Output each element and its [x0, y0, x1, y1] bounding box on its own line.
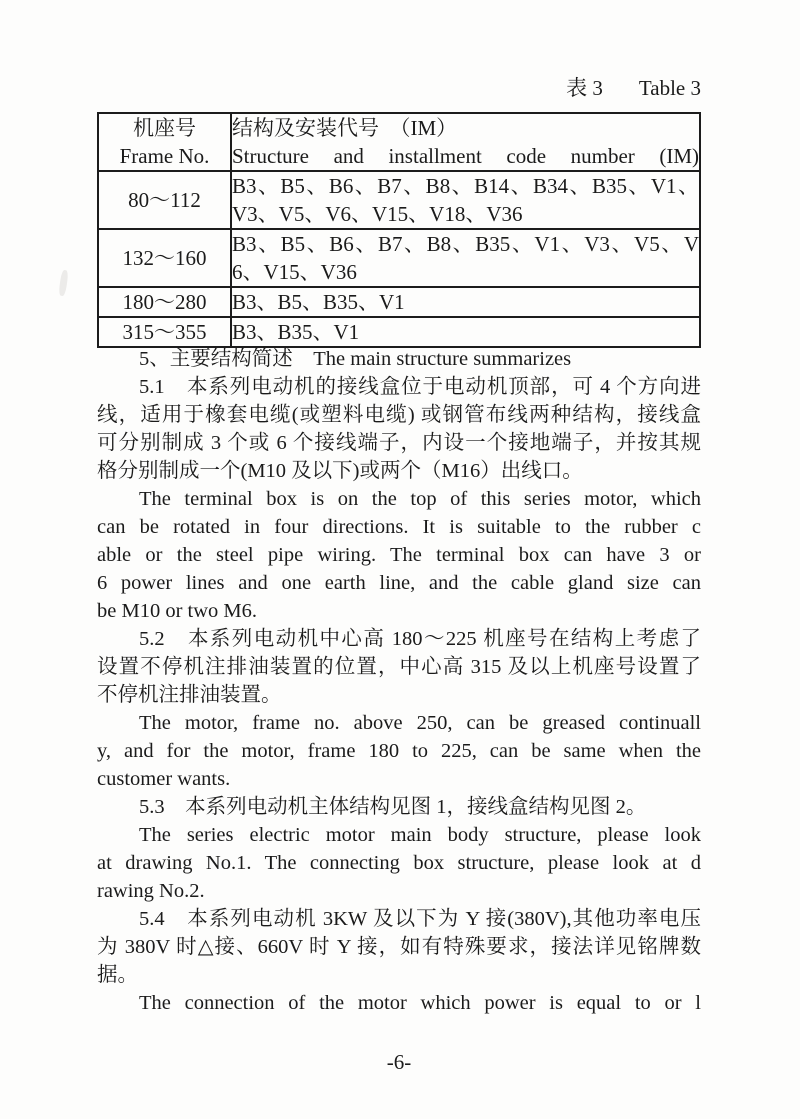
text-line: able or the steel pipe wiring. The terminal box can have 3 or	[97, 544, 701, 566]
frame-cell: 80～112	[98, 171, 231, 229]
text-line: rawing No.2.	[97, 880, 205, 902]
section-5-2-en	[97, 709, 701, 793]
text-line: The series electric motor main body structure, please look	[139, 824, 701, 846]
code-line: 6、V15、V36	[232, 260, 357, 284]
text-line: be M10 or two M6.	[97, 600, 258, 622]
text-line: 设置不停机注排油装置的位置，中心高 315 及以上机座号设置了	[97, 656, 701, 678]
text-line: 为 380V 时△接、660V 时 Y 接，如有特殊要求，接法详见铭牌数	[97, 936, 701, 958]
code-line: B3、B5、B6、B7、B8、B14、B34、B35、V1、	[232, 174, 699, 198]
section-5-heading	[97, 345, 701, 373]
section-5-3-en	[97, 821, 701, 905]
text-line: The terminal box is on the top of this series motor, which	[139, 488, 701, 510]
frame-table-body	[98, 171, 700, 347]
text-line: at drawing No.1. The connecting box structure, please look at d	[97, 852, 701, 874]
code-line: B3、B5、B6、B7、B8、B35、V1、V3、V5、V	[232, 232, 699, 256]
table-row	[98, 287, 700, 317]
code-line: B3、B5、B35、V1	[232, 290, 405, 314]
text-line: 不停机注排油装置。	[97, 684, 282, 706]
table-header-row	[98, 113, 700, 171]
text-line: 5.3 本系列电动机主体结构见图 1，接线盒结构见图 2。	[139, 796, 647, 818]
text-line: 5.4 本系列电动机 3KW 及以下为 Y 接(380V),其他功率电压	[139, 908, 701, 930]
text-line: 5.1 本系列电动机的接线盒位于电动机顶部，可 4 个方向进	[139, 376, 701, 398]
frame-header-zh: 机座号	[133, 116, 196, 140]
text-line: 据。	[97, 964, 138, 986]
text-line: 5、主要结构简述 The main structure summarizes	[139, 348, 572, 370]
text-line: The motor, frame no. above 250, can be greased continuall	[139, 712, 701, 734]
codes-cell	[231, 171, 700, 229]
text-line: 可分别制成 3 个或 6 个接线端子，内设一个接地端子，并按其规	[97, 432, 701, 454]
codes-header-cell	[231, 113, 700, 171]
codes-cell	[231, 287, 700, 317]
table-caption-zh: 表 3	[566, 76, 603, 100]
body-text	[97, 345, 701, 1017]
codes-cell	[231, 317, 700, 347]
page-number: -6-	[386, 1050, 412, 1074]
codes-header-en: Structure and installment code number (IM)	[232, 144, 699, 168]
scan-artifact	[58, 270, 69, 297]
frame-header-en: Frame No.	[119, 144, 210, 168]
text-line: 线，适用于橡套电缆(或塑料电缆) 或钢管布线两种结构，接线盒	[97, 404, 701, 426]
text-line: customer wants.	[97, 768, 231, 790]
table-row	[98, 317, 700, 347]
table-row	[98, 229, 700, 287]
text-line: y, and for the motor, frame 180 to 225, can be same when the	[97, 740, 701, 762]
text-line: 6 power lines and one earth line, and the cable gland size can	[97, 572, 701, 594]
text-line: 5.2 本系列电动机中心高 180～225 机座号在结构上考虑了	[139, 628, 701, 650]
section-5-2-zh	[97, 625, 701, 709]
frame-header-cell	[98, 113, 231, 171]
frame-code-table	[97, 112, 701, 348]
text-line: The connection of the motor which power is equal to or l	[139, 992, 701, 1014]
text-line: 格分别制成一个(M10 及以下)或两个（M16）出线口。	[97, 460, 583, 482]
codes-cell	[231, 229, 700, 287]
frame-cell: 180～280	[98, 287, 231, 317]
codes-header-zh: 结构及安装代号 （IM）	[232, 116, 458, 140]
text-line: can be rotated in four directions. It is suitable to the rubber c	[97, 516, 701, 538]
table-caption	[566, 74, 701, 102]
table-caption-en: Table 3	[638, 76, 701, 100]
code-line: V3、V5、V6、V15、V18、V36	[232, 202, 523, 226]
section-5-4-en	[97, 989, 701, 1017]
code-line: B3、B35、V1	[232, 320, 360, 344]
frame-cell: 132～160	[98, 229, 231, 287]
section-5-3-zh	[97, 793, 701, 821]
section-5-4-zh	[97, 905, 701, 989]
table-row	[98, 171, 700, 229]
frame-cell: 315～355	[98, 317, 231, 347]
section-5-1-zh	[97, 373, 701, 485]
section-5-1-en	[97, 485, 701, 625]
